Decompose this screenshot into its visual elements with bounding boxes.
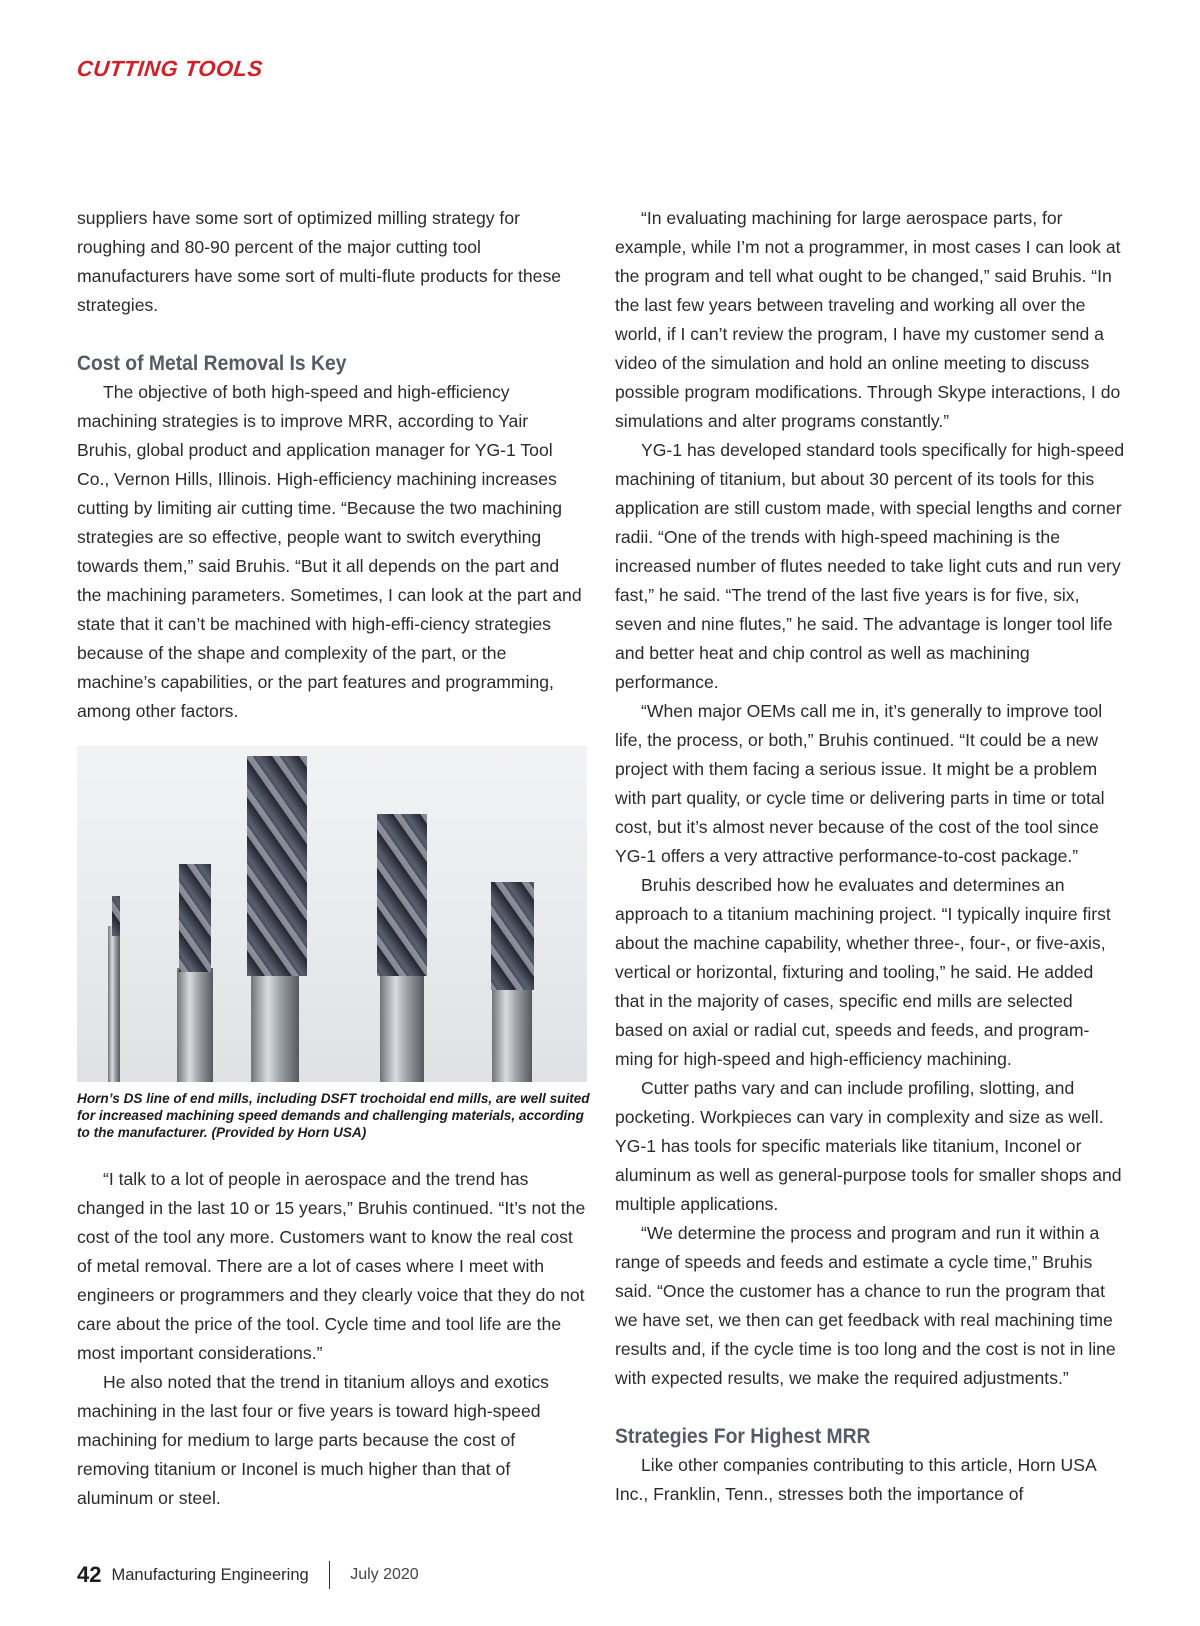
paragraph: YG-1 has developed standard tools specifically for high-speed machining of titanium, but about 30 percent of its tools for this application are still custom made, with special lengths and corner radii. “One of the trends with high-speed machining is the increased number of flutes needed to take light cuts and run very fast,” he said. “The trend of the last five years is for five, six, seven and nine flutes,” he said. The advantage is longer tool life and better heat and chip control as well as machining performance. xyxy=(615,440,1125,692)
end-mills-photo xyxy=(77,746,587,1082)
section-heading: Strategies For Highest MRR xyxy=(615,1425,871,1448)
section-label: CUTTING TOOLS xyxy=(75,56,265,81)
magazine-name: Manufacturing Engineering xyxy=(111,1565,309,1584)
paragraph: “I talk to a lot of people in aerospace and the trend has changed in the last 10 or 15 years,” Bruhis continued. “It’s not the cost of the tool any more. Customers want to know the real cost of metal removal. There are a lot of cases where I meet with engineers or programmers and they clearly voice that they do not care about the price of the tool. Cycle time and tool life are the most important considerations.” xyxy=(77,1169,586,1363)
page-footer xyxy=(77,1559,419,1591)
footer-divider xyxy=(329,1561,331,1589)
left-column xyxy=(77,204,587,726)
paragraph: The objective of both high-speed and high-efficiency machining strategies is to improve MRR, according to Yair Bruhis, global product and application manager for YG-1 Tool Co., Vernon Hills, Illinois. High-efficiency machining increases cutting by limiting air cutting time. “Because the two machining strategies are so effective, people want to switch everything towards them,” said Bruhis. “But it all depends on the part and the machining parameters. Sometimes, I can look at the part and state that it can’t be machined with high-effi-ciency strategies because of the shape and complexity of the part, or the machine’s capabilities, or the part features and programming, among other factors. xyxy=(77,382,582,721)
paragraph: He also noted that the trend in titanium alloys and exotics machining in the last four or five years is toward high-speed machining for medium to large parts because the cost of removing titanium or Inconel is much higher than that of aluminum or steel. xyxy=(77,1372,549,1508)
paragraph: “When major OEMs call me in, it’s generally to improve tool life, the process, or both,” Bruhis continued. “It could be a new project with them facing a serious issue. It might be a problem with part quality, or cycle time or delivering parts in time or total cost, but it’s almost never because of the cost of the tool since YG-1 offers a very attractive performance-to-cost package.” xyxy=(615,701,1105,866)
paragraph: “We determine the process and program and run it within a range of speeds and feeds and estimate a cycle time,” Bruhis said. “Once the customer has a chance to run the program that we have set, we then can get feedback with real machining time results and, if the cycle time is too long and the cost is not in line with expected results, we make the required adjustments.” xyxy=(615,1223,1116,1388)
left-column-lower xyxy=(77,1165,587,1513)
right-column xyxy=(615,204,1125,1509)
page-number: 42 xyxy=(77,1562,102,1587)
issue-date: July 2020 xyxy=(350,1566,419,1583)
paragraph: Bruhis described how he evaluates and determines an approach to a titanium machining project. “I typically inquire first about the machine capability, whether three-, four-, or five-axis, vertical or horizontal, fixturing and tooling,” he said. He added that in the majority of cases, specific end mills are selected based on axial or radial cut, speeds and feeds, and program-ming for high-speed and high-efficiency machining. xyxy=(615,875,1111,1069)
section-heading: Cost of Metal Removal Is Key xyxy=(77,352,347,375)
paragraph: Cutter paths vary and can include profiling, slotting, and pocketing. Workpieces can vary in complexity and size as well. YG-1 has tools for specific materials like titanium, Inconel or aluminum as well as general-purpose tools for smaller shops and multiple applications. xyxy=(615,1078,1122,1214)
figure-caption: Horn’s DS line of end mills, including DSFT trochoidal end mills, are well suited for increased machining speed demands and challenging materials, according to the manufacturer. (Provided by Horn USA) xyxy=(77,1091,590,1140)
paragraph: Like other companies contributing to this article, Horn USA Inc., Franklin, Tenn., stresses both the importance of xyxy=(615,1455,1096,1504)
paragraph: suppliers have some sort of optimized milling strategy for roughing and 80-90 percent of the major cutting tool manufacturers have some sort of multi-flute products for these strategies. xyxy=(77,208,562,315)
paragraph: “In evaluating machining for large aerospace parts, for example, while I’m not a programmer, in most cases I can look at the program and tell what ought to be changed,” said Bruhis. “In the last few years between traveling and working all over the world, if I can’t review the program, I have my customer send a video of the simulation and hold an online meeting to discuss possible program modifications. Through Skype interactions, I do simulations and alter programs constantly.” xyxy=(615,208,1121,431)
